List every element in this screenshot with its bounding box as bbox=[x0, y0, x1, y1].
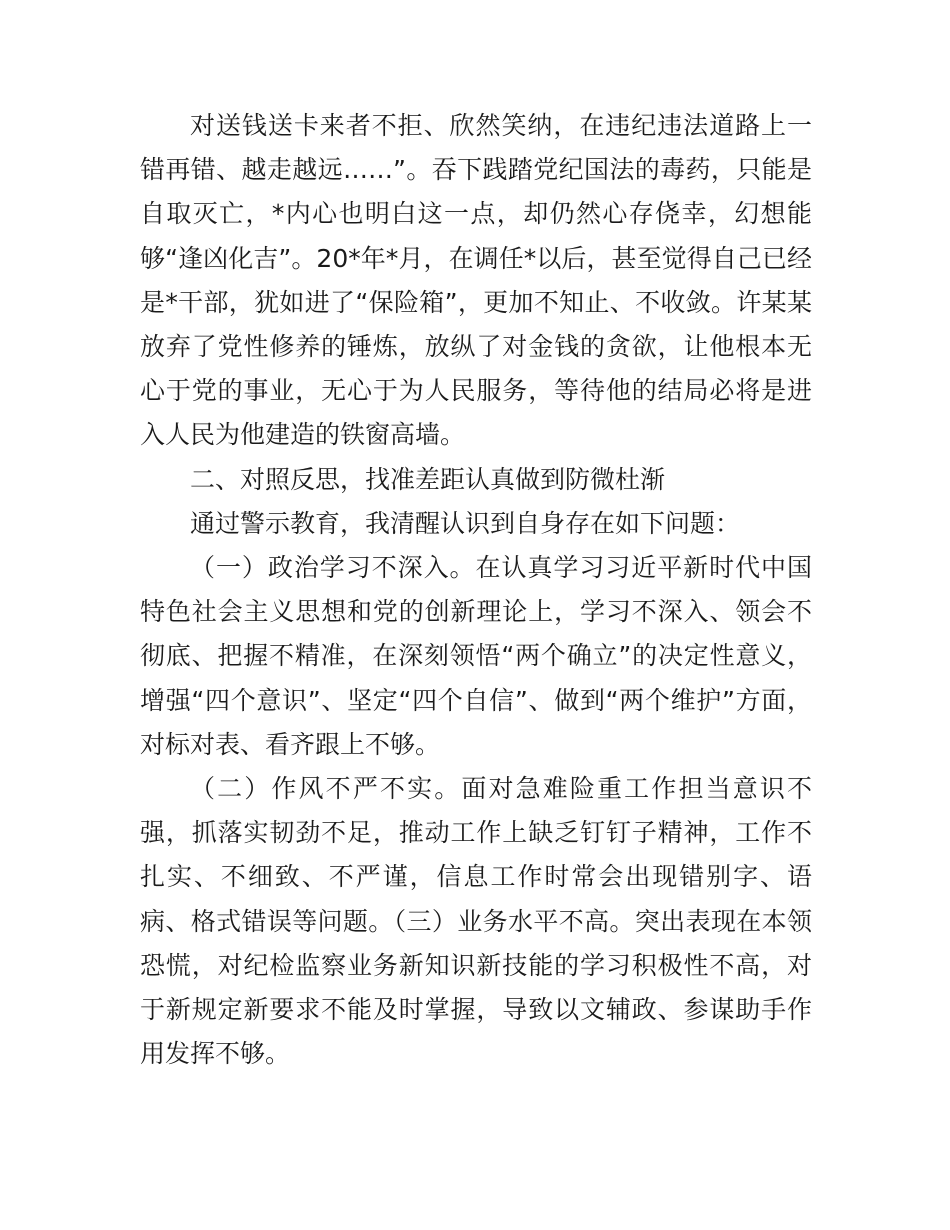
section-heading-reflection: 二、对照反思，找准差距认真做到防微杜渐 bbox=[190, 464, 666, 494]
document-body bbox=[140, 104, 812, 1076]
paragraph-problem-2-3: （二）作风不严不实。面对急难险重工作担当意识不强，抓落实韧劲不足，推动工作上缺乏钉钉子精神，工作不扎实、不细致、不严谨，信息工作时常会出现错别字、语病、格式错误等问题。（三）业务水平不高。突出表现在本领恐慌，对纪检监察业务新知识新技能的学习积极性不高，对于新规定新要求不能及时掌握，导致以文辅政、参谋助手作用发挥不够。 bbox=[140, 774, 812, 1069]
paragraph-problem-intro: 通过警示教育，我清醒认识到自身存在如下问题： bbox=[190, 508, 741, 538]
paragraph-case-description: 对送钱送卡来者不拒、欣然笑纳，在违纪违法道路上一错再错、越走越远……”。吞下践踏党纪国法的毒药，只能是自取灭亡，*内心也明白这一点，却仍然心存侥幸，幻想能够“逢凶化吉”。20*年*月，在调任*以后，甚至觉得自己已经是*干部，犹如进了“保险箱”，更加不知止、不收敛。许某某放弃了党性修养的锤炼，放纵了对金钱的贪欲，让他根本无心于党的事业，无心于为人民服务，等待他的结局必将是进入人民为他建造的铁窗高墙。 bbox=[140, 111, 812, 450]
paragraph-problem-1: （一）政治学习不深入。在认真学习习近平新时代中国特色社会主义思想和党的创新理论上，学习不深入、领会不彻底、把握不精准，在深刻领悟“两个确立”的决定性意义，增强“四个意识”、坚定“四个自信”、做到“两个维护”方面，对标对表、看齐跟上不够。 bbox=[140, 553, 812, 759]
